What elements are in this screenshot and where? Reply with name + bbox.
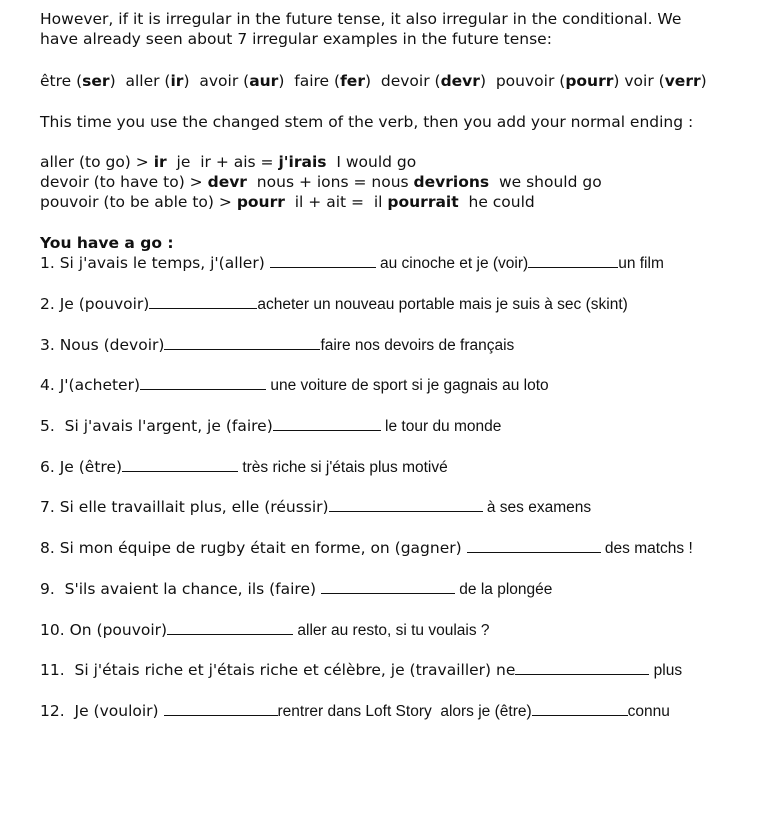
verb-stem: devr — [440, 72, 480, 90]
exercise-10 — [40, 620, 490, 641]
exercise-text: 12. Je (vouloir) — [40, 702, 164, 720]
worksheet — [40, 9, 760, 49]
exercise-3 — [40, 335, 514, 356]
exercise-text: 10. On (pouvoir) — [40, 621, 168, 639]
exercise-text: le tour du monde — [380, 418, 502, 435]
exercise-text: 1. Si j'avais le temps, j'(aller) — [40, 254, 270, 272]
answer-blank[interactable] — [122, 457, 238, 472]
exercise-text: un film — [618, 255, 664, 272]
exercise-text: au cinoche et je (voir) — [375, 255, 529, 272]
exercise-text: 9. S'ils avaient la chance, ils (faire) — [40, 580, 321, 598]
exercise-heading: You have a go : — [40, 234, 174, 252]
answer-blank[interactable] — [164, 335, 320, 350]
verb: devoir — [380, 72, 430, 90]
example-text: he could — [458, 193, 535, 211]
example-line-3 — [40, 192, 535, 212]
answer-blank[interactable] — [528, 253, 618, 268]
answer-blank[interactable] — [467, 538, 601, 553]
example-text: je ir + ais = — [166, 153, 279, 171]
exercise-2 — [40, 294, 628, 315]
exercise-4 — [40, 375, 549, 396]
verb: faire — [294, 72, 330, 90]
answer-blank[interactable] — [329, 497, 483, 512]
answer-blank[interactable] — [140, 375, 266, 390]
example-text: we should go — [489, 173, 602, 191]
exercise-5 — [40, 416, 501, 437]
exercise-9 — [40, 579, 552, 600]
exercise-text: 4. J'(acheter) — [40, 376, 141, 394]
exercise-text: faire nos devoirs de français — [320, 337, 515, 354]
example-text: devoir (to have to) > — [40, 173, 208, 191]
exercise-text: une voiture de sport si je gagnais au loto — [266, 377, 549, 394]
example-result: pourrait — [387, 193, 459, 211]
exercise-12 — [40, 701, 670, 722]
exercise-text: 8. Si mon équipe de rugby était en forme, on (gagner) — [40, 539, 467, 557]
exercise-6 — [40, 457, 448, 478]
exercise-8 — [40, 538, 693, 559]
answer-blank[interactable] — [149, 294, 257, 309]
answer-blank[interactable] — [273, 416, 381, 431]
verb-stem: aur — [249, 72, 279, 90]
exercise-text: 2. Je (pouvoir) — [40, 295, 150, 313]
exercise-11 — [40, 660, 682, 681]
answer-blank[interactable] — [270, 253, 376, 268]
exercise-text: 7. Si elle travaillait plus, elle (réussir) — [40, 498, 329, 516]
exercise-text: 6. Je (être) — [40, 458, 123, 476]
exercise-text: de la plongée — [454, 581, 553, 598]
verb: être — [40, 72, 72, 90]
verb-stem: ir — [170, 72, 184, 90]
exercise-text: 5. Si j'avais l'argent, je (faire) — [40, 417, 273, 435]
exercise-text: aller au resto, si tu voulais ? — [293, 622, 490, 639]
exercise-text: très riche si j'étais plus motivé — [238, 459, 448, 476]
exercise-text: connu — [627, 703, 670, 720]
verb: pouvoir — [495, 72, 555, 90]
verb-stem: ser — [82, 72, 110, 90]
example-stem: ir — [153, 153, 167, 171]
verb-stem: verr — [664, 72, 701, 90]
answer-blank[interactable] — [532, 701, 628, 716]
exercise-text: plus — [649, 662, 683, 679]
exercise-text: à ses examens — [482, 499, 592, 516]
example-stem: pourr — [236, 193, 285, 211]
answer-blank[interactable] — [515, 660, 649, 675]
exercise-1 — [40, 253, 664, 274]
verb: avoir — [199, 72, 239, 90]
irregular-verbs-list: être (ser) aller (ir) avoir (aur) faire (fer) devoir (devr) pouvoir (pourr) voir (verr) — [40, 72, 707, 90]
example-text: nous + ions = nous — [246, 173, 414, 191]
verb: voir — [624, 72, 654, 90]
exercise-7 — [40, 497, 591, 518]
example-line-1 — [40, 152, 416, 172]
example-text: aller (to go) > — [40, 153, 154, 171]
answer-blank[interactable] — [164, 701, 278, 716]
example-text: I would go — [326, 153, 417, 171]
instruction: This time you use the changed stem of the verb, then you add your normal ending : — [40, 113, 694, 131]
intro-line-2: have already seen about 7 irregular examples in the future tense: — [40, 30, 552, 48]
example-text: il + ait = il — [284, 193, 388, 211]
answer-blank[interactable] — [167, 620, 293, 635]
exercise-text: 3. Nous (devoir) — [40, 336, 165, 354]
intro-paragraph — [40, 9, 760, 49]
verb-stem: fer — [340, 72, 365, 90]
exercise-text: des matchs ! — [600, 540, 693, 557]
example-stem: devr — [207, 173, 247, 191]
example-line-2 — [40, 172, 602, 192]
verb-stem: pourr — [565, 72, 614, 90]
exercise-text: acheter un nouveau portable mais je suis à sec (skint) — [257, 296, 628, 313]
exercise-text: 11. Si j'étais riche et j'étais riche et célèbre, je (travailler) ne — [40, 661, 516, 679]
exercise-text: rentrer dans Loft Story alors je (être) — [277, 703, 532, 720]
example-result: j'irais — [278, 153, 327, 171]
example-result: devrions — [413, 173, 490, 191]
example-text: pouvoir (to be able to) > — [40, 193, 237, 211]
answer-blank[interactable] — [321, 579, 455, 594]
intro-line-1: However, if it is irregular in the future tense, it also irregular in the conditional. We — [40, 10, 682, 28]
verb: aller — [125, 72, 160, 90]
